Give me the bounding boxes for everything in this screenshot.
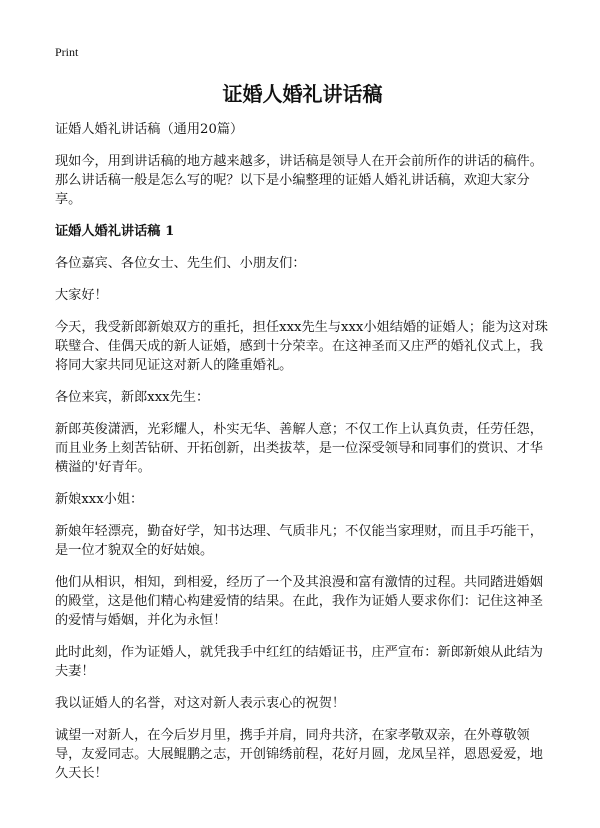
paragraph-love-story: 他们从相识，相知，到相爱，经历了一个及其浪漫和富有激情的过程。共同踏进婚姻的殿堂，这是他们精心构建爱情的结果。在此，我作为证婚人要求你们：记住这神圣的爱情与婚姻，并化为永恒！	[55, 575, 543, 628]
paragraph-bride-address: 新娘xxx小姐：	[55, 492, 144, 507]
section-heading: 证婚人婚礼讲话稿 1	[55, 224, 175, 239]
paragraph-greeting: 各位嘉宾、各位女士、先生们、小朋友们：	[55, 256, 306, 271]
paragraph-blessing: 诚望一对新人，在今后岁月里，携手并肩，同舟共济，在家孝敬双亲，在外尊敬领导，友爱同志。大展鲲鹏之志，开创锦绣前程，花好月圆，龙凤呈祥，恩恩爱爱，地久天长！	[55, 728, 543, 781]
paragraph-declaration: 此时此刻，作为证婚人，就凭我手中红红的结婚证书，庄严宣布：新郎新娘从此结为夫妻！	[55, 645, 543, 679]
paragraph-groom-praise: 新郎英俊潇洒，光彩耀人，朴实无华、善解人意；不仅工作上认真负责，任劳任怨，而且业务上刻苦钻研、开拓创新，出类拔萃，是一位深受领导和同事们的赏识、才华横溢的'好青年。	[55, 422, 543, 475]
paragraph-hello: 大家好！	[55, 288, 108, 303]
page-title: 证婚人婚礼讲话稿	[222, 82, 383, 106]
paragraph-bride-praise: 新娘年轻漂亮，勤奋好学，知书达理、气质非凡；不仅能当家理财，而且手巧能干，是一位才貌双全的好姑娘。	[55, 524, 543, 558]
intro-paragraph: 现如今，用到讲话稿的地方越来越多，讲话稿是领导人在开会前所作的讲话的稿件。那么讲话稿一般是怎么写的呢？以下是小编整理的证婚人婚礼讲话稿，欢迎大家分享。	[55, 154, 543, 207]
document-subtitle: 证婚人婚礼讲话稿（通用20篇）	[55, 122, 244, 137]
paragraph-congratulation: 我以证婚人的名誉，对这对新人表示衷心的祝贺！	[55, 696, 346, 711]
paragraph-groom-address: 各位来宾，新郎xxx先生：	[55, 390, 210, 405]
print-link[interactable]: Print	[55, 45, 79, 59]
paragraph-opening: 今天，我受新郎新娘双方的重托，担任xxx先生与xxx小姐结婚的证婚人；能为这对珠联璧合、佳偶天成的新人证婚，感到十分荣幸。在这神圣而又庄严的婚礼仪式上，我将同大家共同见证这对新人的隆重婚礼。	[55, 320, 548, 373]
